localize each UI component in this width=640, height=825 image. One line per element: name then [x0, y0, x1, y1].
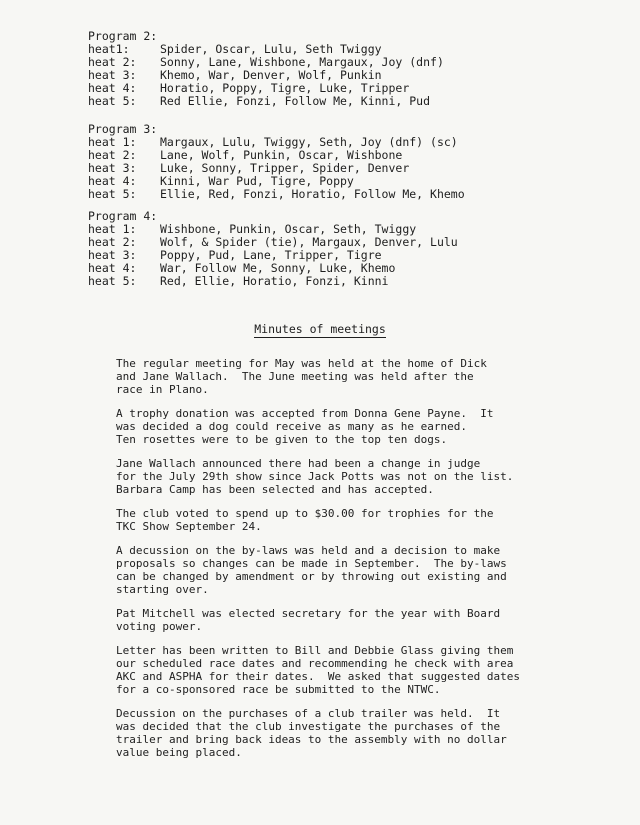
heat-row [88, 95, 608, 108]
heat-label: heat 2: [88, 55, 137, 69]
heat-label: heat 1: [88, 222, 137, 236]
program-block [88, 30, 608, 108]
heat-dogs: War, Follow Me, Sonny, Luke, Khemo [160, 261, 396, 275]
minutes-paragraph: A decussion on the by-laws was held and a decision to make proposals so changes can be made in September. The by-laws can be changed by amendment or by throwing out existing and starting over. [116, 544, 507, 596]
minutes-paragraph: Letter has been written to Bill and Debbie Glass giving them our scheduled race dates and recommending he check with area AKC and ASPHA for their dates. We asked that suggested dates for a co-sponsored race be submitted to the NTWC. [116, 644, 520, 696]
heat-label: heat 5: [88, 187, 137, 201]
heat-dogs: Kinni, War Pud, Tigre, Poppy [160, 174, 354, 188]
heat-dogs: Ellie, Red, Fonzi, Horatio, Follow Me, Khemo [160, 187, 465, 201]
heat-label: heat 2: [88, 148, 137, 162]
heat-label: heat 3: [88, 161, 137, 175]
program-heading: Program 3: [88, 122, 158, 136]
heat-label: heat 4: [88, 261, 137, 275]
heat-label: heat 4: [88, 81, 137, 95]
heat-label: heat1: [88, 42, 130, 56]
heat-label: heat 2: [88, 235, 137, 249]
program-heading: Program 4: [88, 209, 158, 223]
heat-dogs: Sonny, Lane, Wishbone, Margaux, Joy (dnf) [160, 55, 444, 69]
minutes-paragraph: The regular meeting for May was held at the home of Dick and Jane Wallach. The June meeting was held after the race in Plano. [116, 357, 487, 396]
heat-dogs: Spider, Oscar, Lulu, Seth Twiggy [160, 42, 382, 56]
minutes-paragraph: Pat Mitchell was elected secretary for the year with Board voting power. [116, 607, 501, 633]
heat-row [88, 275, 608, 288]
program-block [88, 123, 608, 201]
heat-dogs: Khemo, War, Denver, Wolf, Punkin [160, 68, 382, 82]
heat-label: heat 5: [88, 274, 137, 288]
heat-dogs: Red Ellie, Fonzi, Follow Me, Kinni, Pud [160, 94, 431, 108]
heat-dogs: Luke, Sonny, Tripper, Spider, Denver [160, 161, 410, 175]
heat-dogs: Wishbone, Punkin, Oscar, Seth, Twiggy [160, 222, 417, 236]
heat-dogs: Wolf, & Spider (tie), Margaux, Denver, Lulu [160, 235, 458, 249]
minutes-title [0, 322, 640, 336]
heat-dogs: Margaux, Lulu, Twiggy, Seth, Joy (dnf) (sc) [160, 135, 458, 149]
heat-dogs: Horatio, Poppy, Tigre, Luke, Tripper [160, 81, 410, 95]
heat-dogs: Lane, Wolf, Punkin, Oscar, Wishbone [160, 148, 403, 162]
heat-dogs: Poppy, Pud, Lane, Tripper, Tigre [160, 248, 382, 262]
minutes-title-text: Minutes of meetings [254, 322, 386, 336]
heat-label: heat 3: [88, 68, 137, 82]
heat-dogs: Red, Ellie, Horatio, Fonzi, Kinni [160, 274, 389, 288]
heat-row [88, 188, 608, 201]
program-heading: Program 2: [88, 29, 158, 43]
minutes-paragraph: Decussion on the purchases of a club trailer was held. It was decided that the club investigate the purchases of the trailer and bring back ideas to the assembly with no dollar value being placed. [116, 707, 507, 759]
minutes-paragraph: The club voted to spend up to $30.00 for trophies for the TKC Show September 24. [116, 507, 494, 533]
heat-label: heat 1: [88, 135, 137, 149]
minutes-paragraph: A trophy donation was accepted from Donna Gene Payne. It was decided a dog could receive as many as he earned. Ten rosettes were to be given to the top ten dogs. [116, 407, 494, 446]
program-block [88, 210, 608, 288]
minutes-body [116, 357, 566, 770]
heat-label: heat 5: [88, 94, 137, 108]
heat-label: heat 4: [88, 174, 137, 188]
minutes-paragraph: Jane Wallach announced there had been a change in judge for the July 29th show since Jack Potts was not on the list. Barbara Camp has been selected and has accepted. [116, 457, 514, 496]
heat-label: heat 3: [88, 248, 137, 262]
